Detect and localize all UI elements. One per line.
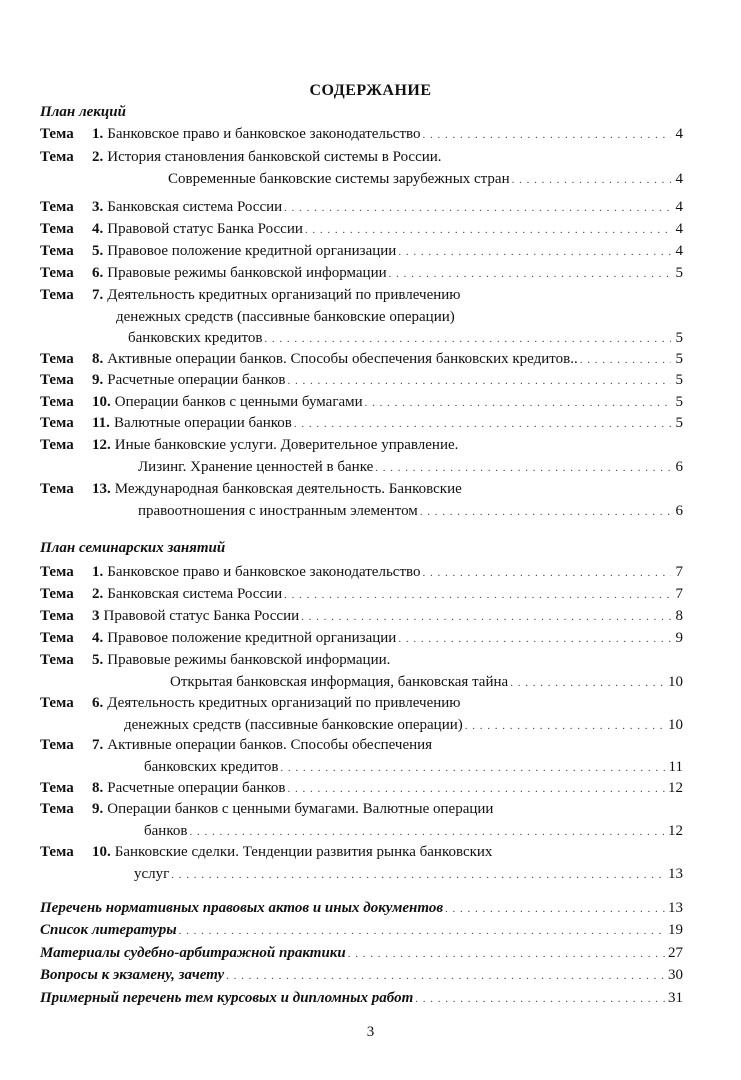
topic-label: Тема	[40, 243, 74, 259]
topic-title: Активные операции банков. Способы обеспечения	[107, 737, 433, 753]
topic-title: правоотношения с иностранным элементом	[138, 502, 418, 519]
topic-title: денежных средств (пассивные банковские операции)	[116, 308, 455, 325]
dot-leader	[420, 502, 671, 523]
topic-title: Банковская система России	[107, 586, 283, 602]
toc-entry-line	[138, 457, 683, 478]
topic-label: Тема	[40, 372, 74, 388]
page-ref: 4	[675, 199, 683, 215]
dot-leader	[189, 822, 666, 843]
topic-label: Тема	[40, 608, 74, 624]
dot-leader	[287, 371, 671, 392]
page-ref: 12	[668, 780, 683, 796]
topic-title: Правовые режимы банковской информации	[107, 265, 387, 281]
bibliography-line	[40, 965, 683, 986]
dot-leader	[294, 414, 671, 435]
topic-label: Тема	[40, 265, 74, 281]
page-ref: 30	[668, 967, 683, 983]
page-ref: 8	[675, 608, 683, 624]
toc-entry-line	[40, 219, 683, 240]
topic-number: 10.	[92, 394, 111, 410]
topic-number: 10.	[92, 844, 111, 860]
toc-entry-line	[128, 328, 683, 349]
dot-leader	[415, 989, 666, 1010]
dot-leader	[465, 716, 666, 737]
topic-number: 6.	[92, 265, 104, 281]
topic-title: Лизинг. Хранение ценностей в банке	[138, 458, 374, 475]
toc-entry-line	[40, 479, 683, 500]
toc-entry-line	[138, 501, 683, 522]
page-title: СОДЕРЖАНИЕ	[309, 82, 432, 99]
page-ref: 6	[675, 502, 683, 519]
topic-number: 1.	[92, 126, 104, 142]
page-ref: 19	[668, 922, 683, 938]
topic-title: банковских кредитов	[128, 330, 263, 346]
bibliography-line	[40, 898, 683, 919]
toc-entry-line	[116, 307, 683, 328]
appendix-title: Примерный перечень тем курсовых и дипломных работ	[40, 990, 414, 1006]
topic-number: 12.	[92, 437, 111, 453]
topic-label: Тема	[40, 630, 74, 646]
dot-leader	[287, 779, 666, 800]
toc-entry-line	[40, 562, 683, 583]
page-ref: 13	[668, 900, 683, 916]
topic-number: 7.	[92, 737, 104, 753]
page-ref: 5	[675, 351, 683, 367]
topic-label: Тема	[40, 394, 74, 410]
topic-title: Правовой статус Банка России	[107, 221, 303, 237]
dot-leader	[580, 350, 671, 371]
topic-number: 4.	[92, 630, 104, 646]
dot-leader	[171, 865, 666, 886]
toc-entry-line	[40, 778, 683, 799]
topic-label: Тема	[40, 780, 74, 796]
appendix-title: Список литературы	[40, 922, 177, 938]
appendix-title: Перечень нормативных правовых актов и иных документов	[40, 900, 444, 916]
page-ref: 5	[675, 330, 683, 346]
topic-number: 9.	[92, 801, 104, 817]
lectures-heading: План лекций	[40, 104, 126, 120]
page-ref: 10	[668, 716, 683, 733]
toc-entry-line	[144, 821, 683, 842]
dot-leader	[445, 899, 666, 920]
toc-entry-line	[40, 197, 683, 218]
topic-title: банков	[144, 822, 188, 839]
page-ref: 31	[668, 990, 683, 1006]
page-number: 3	[366, 1024, 375, 1040]
toc-entry-line	[40, 349, 683, 370]
page-ref: 4	[675, 243, 683, 259]
toc-entry-line	[168, 169, 683, 190]
topic-label: Тема	[40, 737, 74, 753]
toc-entry-line	[40, 842, 683, 863]
dot-leader	[305, 220, 671, 241]
toc-entry-line	[40, 628, 683, 649]
topic-label: Тема	[40, 437, 74, 453]
dot-leader	[398, 629, 671, 650]
dot-leader	[389, 264, 671, 285]
topic-title: Современные банковские системы зарубежных стран	[168, 170, 510, 187]
dot-leader	[512, 170, 671, 191]
toc-entry-line	[134, 864, 683, 885]
bibliography-line	[40, 988, 683, 1009]
topic-number: 2.	[92, 586, 104, 602]
seminars-heading: План семинарских занятий	[40, 540, 226, 556]
dot-leader	[284, 198, 671, 219]
topic-title: Деятельность кредитных организаций по привлечению	[107, 287, 461, 303]
dot-leader	[284, 585, 671, 606]
topic-title: Операции банков с ценными бумагами	[114, 394, 363, 410]
dot-leader	[365, 393, 671, 414]
topic-number: 8.	[92, 780, 104, 796]
topic-number: 8.	[92, 351, 104, 367]
topic-label: Тема	[40, 695, 74, 711]
topic-title: Расчетные операции банков	[107, 372, 286, 388]
topic-title: Открытая банковская информация, банковская тайна	[170, 673, 509, 690]
page-ref: 5	[675, 394, 683, 410]
page-ref: 5	[675, 415, 683, 431]
toc-entry-line	[40, 799, 683, 820]
toc-entry-line	[124, 715, 683, 736]
topic-number: 11.	[92, 415, 110, 431]
topic-label: Тема	[40, 199, 74, 215]
topic-number: 13.	[92, 481, 111, 497]
topic-number: 7.	[92, 287, 104, 303]
topic-title: Расчетные операции банков	[107, 780, 286, 796]
topic-title: Банковское право и банковское законодательство	[107, 564, 421, 580]
topic-title: Валютные операции банков	[113, 415, 292, 431]
toc-entry-line	[40, 584, 683, 605]
topic-title: Банковская система России	[107, 199, 283, 215]
topic-title: денежных средств (пассивные банковские операции)	[124, 716, 463, 733]
topic-title: банковских кредитов	[144, 758, 279, 775]
topic-number: 4.	[92, 221, 104, 237]
topic-label: Тема	[40, 801, 74, 817]
topic-number: 9.	[92, 372, 104, 388]
dot-leader	[226, 966, 666, 987]
toc-entry-line	[40, 413, 683, 434]
toc-entry-line	[170, 672, 683, 693]
page-ref: 13	[668, 865, 683, 882]
toc-entry-line	[40, 370, 683, 391]
page-ref: 10	[668, 673, 683, 690]
toc-entry-line	[40, 650, 683, 671]
page-ref: 4	[675, 126, 683, 142]
dot-leader	[179, 921, 666, 942]
topic-title: Деятельность кредитных организаций по привлечению	[107, 695, 461, 711]
dot-leader	[264, 329, 671, 350]
dot-leader	[375, 458, 671, 479]
topic-title: Активные операции банков. Способы обеспечения банковских кредитов..	[107, 351, 578, 367]
topic-title: Международная банковская деятельность. Банковские	[114, 481, 462, 497]
topic-label: Тема	[40, 844, 74, 860]
page-ref: 6	[675, 458, 683, 475]
dot-leader	[398, 242, 671, 263]
topic-title: История становления банковской системы в России.	[107, 149, 442, 165]
toc-entry-line	[40, 124, 683, 145]
topic-number: 1.	[92, 564, 104, 580]
topic-label: Тема	[40, 586, 74, 602]
bibliography-line	[40, 920, 683, 941]
topic-label: Тема	[40, 287, 74, 303]
topic-label: Тема	[40, 351, 74, 367]
topic-number: 3	[92, 608, 100, 624]
toc-entry-line	[40, 735, 683, 756]
page-ref: 12	[668, 822, 683, 839]
bibliography-line	[40, 943, 683, 964]
topic-title: Правовое положение кредитной организации	[107, 243, 397, 259]
topic-label: Тема	[40, 221, 74, 237]
topic-number: 6.	[92, 695, 104, 711]
topic-label: Тема	[40, 126, 74, 142]
toc-entry-line	[40, 606, 683, 627]
topic-label: Тема	[40, 415, 74, 431]
dot-leader	[510, 673, 666, 694]
page-ref: 5	[675, 372, 683, 388]
page-ref: 11	[668, 758, 683, 775]
topic-number: 3.	[92, 199, 104, 215]
topic-title: Банковское право и банковское законодательство	[107, 126, 421, 142]
topic-label: Тема	[40, 481, 74, 497]
toc-entry-line	[40, 392, 683, 413]
topic-title: Правовой статус Банка России	[103, 608, 300, 624]
toc-entry-line	[40, 263, 683, 284]
topic-title: Иные банковские услуги. Доверительное управление.	[114, 437, 459, 453]
toc-entry-line	[40, 147, 683, 168]
page-ref: 7	[675, 564, 683, 580]
appendix-title: Вопросы к экзамену, зачету	[40, 967, 225, 983]
topic-number: 5.	[92, 652, 104, 668]
topic-title: Операции банков с ценными бумагами. Валютные операции	[107, 801, 494, 817]
topic-number: 2.	[92, 149, 104, 165]
topic-label: Тема	[40, 652, 74, 668]
toc-entry-line	[40, 285, 683, 306]
topic-title: Правовое положение кредитной организации	[107, 630, 397, 646]
topic-label: Тема	[40, 564, 74, 580]
page-ref: 7	[675, 586, 683, 602]
topic-title: услуг	[134, 865, 170, 882]
topic-title: Правовые режимы банковской информации.	[107, 652, 391, 668]
page-ref: 4	[675, 221, 683, 237]
page-ref: 9	[675, 630, 683, 646]
toc-entry-line	[40, 693, 683, 714]
dot-leader	[280, 758, 666, 779]
topic-label: Тема	[40, 149, 74, 165]
page-ref: 5	[675, 265, 683, 281]
page-ref: 27	[668, 945, 683, 961]
dot-leader	[348, 944, 666, 965]
dot-leader	[423, 563, 672, 584]
dot-leader	[423, 125, 672, 146]
dot-leader	[301, 607, 671, 628]
page-ref: 4	[675, 170, 683, 187]
topic-title: Банковские сделки. Тенденции развития рынка банковских	[114, 844, 493, 860]
topic-number: 5.	[92, 243, 104, 259]
toc-entry-line	[144, 757, 683, 778]
toc-entry-line	[40, 241, 683, 262]
appendix-title: Материалы судебно-арбитражной практики	[40, 945, 346, 961]
toc-entry-line	[40, 435, 683, 456]
